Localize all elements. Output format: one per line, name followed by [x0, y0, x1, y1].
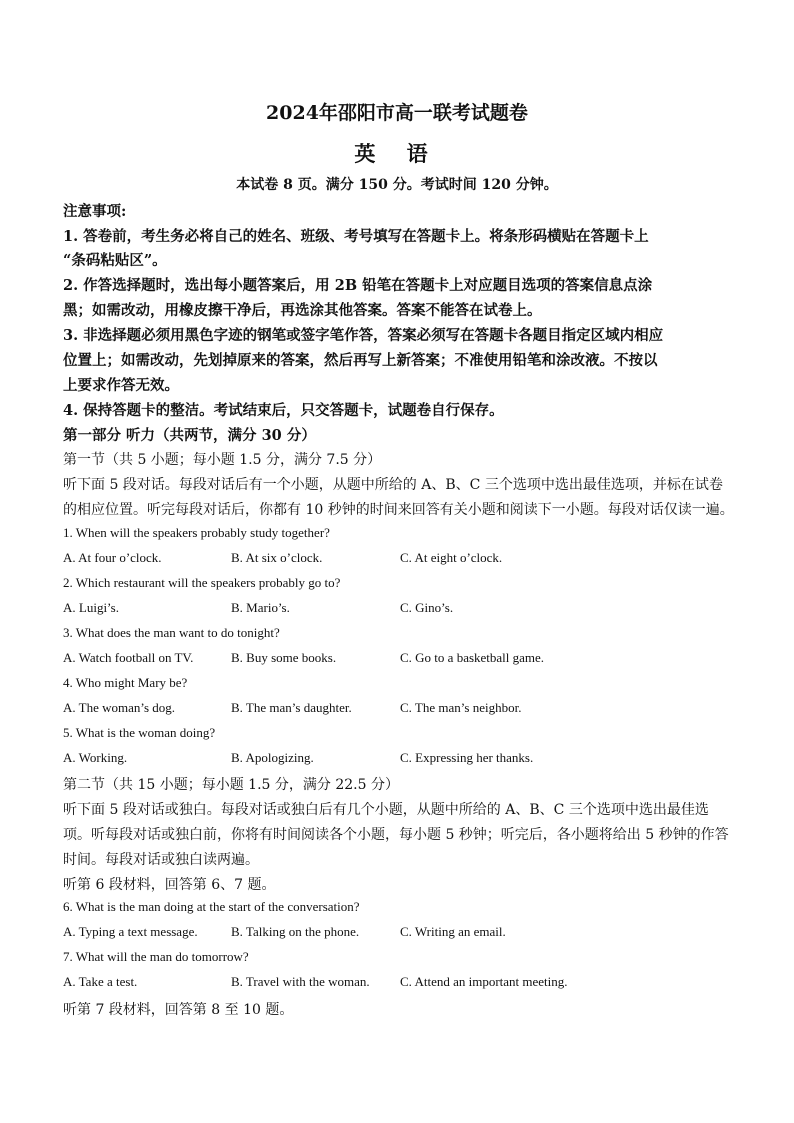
- option-7b: B. Travel with the woman.: [231, 974, 370, 989]
- option-7a: A. Take a test.: [63, 974, 138, 989]
- option-3b: B. Buy some books.: [231, 650, 337, 665]
- note-line: 2. 作答选择题时，选出每小题答案后，用 2B 铅笔在答题卡上对应题目选项的答案信息点涂: [63, 277, 653, 294]
- question-1: 1. When will the speakers probably study together?: [63, 525, 330, 540]
- option-4a: A. The woman’s dog.: [63, 700, 176, 715]
- option-2c: C. Gino’s.: [400, 600, 454, 615]
- note-line: 位置上；如需改动，先划掉原来的答案，然后再写上新答案；不准使用铅笔和涂改液。不按以: [63, 352, 658, 369]
- option-1c: C. At eight o’clock.: [400, 550, 503, 565]
- option-7c: C. Attend an important meeting.: [400, 974, 568, 989]
- note-line: 4. 保持答题卡的整洁。考试结束后，只交答题卡，试题卷自行保存。: [63, 402, 504, 419]
- question-5: 5. What is the woman doing?: [63, 725, 216, 740]
- option-6a: A. Typing a text message.: [63, 924, 198, 939]
- question-7: 7. What will the man do tomorrow?: [63, 949, 249, 964]
- part1-heading: 第一部分 听力（共两节，满分 30 分）: [63, 427, 316, 444]
- option-3a: A. Watch football on TV.: [63, 650, 194, 665]
- group-7-heading: 听第 7 段材料，回答第 8 至 10 题。: [63, 1002, 294, 1018]
- exam-title: 2024年邵阳市高一联考试题卷: [266, 102, 528, 124]
- option-1a: A. At four o’clock.: [63, 550, 162, 565]
- option-5c: C. Expressing her thanks.: [400, 750, 534, 765]
- option-5a: A. Working.: [63, 750, 128, 765]
- option-3c: C. Go to a basketball game.: [400, 650, 545, 665]
- section2-instruction: 时间。每段对话或独白读两遍。: [63, 852, 259, 868]
- section2-heading: 第二节（共 15 小题；每小题 1.5 分，满分 22.5 分）: [63, 777, 399, 793]
- group-6-heading: 听第 6 段材料，回答第 6、7 题。: [63, 877, 276, 893]
- question-6: 6. What is the man doing at the start of the conversation?: [63, 899, 360, 914]
- note-line: 3. 非选择题必须用黑色字迹的钢笔或签字笔作答，答案必须写在答题卡各题目指定区域内相应: [63, 327, 664, 344]
- option-2a: A. Luigi’s.: [63, 600, 119, 615]
- section1-instruction: 的相应位置。听完每段对话后，你都有 10 秒钟的时间来回答有关小题和阅读下一小题。每段对话仅读一遍。: [63, 502, 734, 518]
- subject-title: 英 语: [354, 141, 440, 166]
- exam-info: 本试卷 8 页。满分 150 分。考试时间 120 分钟。: [236, 177, 558, 193]
- note-line: 1. 答卷前，考生务必将自己的姓名、班级、考号填写在答题卡上。将条形码横贴在答题卡上: [63, 228, 649, 245]
- note-line: “条码粘贴区”。: [63, 252, 167, 269]
- option-4b: B. The man’s daughter.: [231, 700, 352, 715]
- option-4c: C. The man’s neighbor.: [400, 700, 522, 715]
- question-3: 3. What does the man want to do tonight?: [63, 625, 280, 640]
- note-line: 上要求作答无效。: [63, 377, 179, 394]
- section2-instruction: 项。听每段对话或独白前，你将有时间阅读各个小题，每小题 5 秒钟；听完后，各小题将给出 5 秒钟的作答: [63, 827, 729, 843]
- option-1b: B. At six o’clock.: [231, 550, 323, 565]
- option-6b: B. Talking on the phone.: [231, 924, 360, 939]
- option-6c: C. Writing an email.: [400, 924, 506, 939]
- option-5b: B. Apologizing.: [231, 750, 314, 765]
- section2-instruction: 听下面 5 段对话或独白。每段对话或独白后有几个小题，从题中所给的 A、B、C 三个选项中选出最佳选: [63, 802, 709, 818]
- option-2b: B. Mario’s.: [231, 600, 290, 615]
- notes-heading: 注意事项:: [63, 203, 127, 220]
- note-line: 黑；如需改动，用橡皮擦干净后，再选涂其他答案。答案不能答在试卷上。: [63, 302, 542, 319]
- section1-heading: 第一节（共 5 小题；每小题 1.5 分，满分 7.5 分）: [63, 452, 382, 468]
- question-2: 2. Which restaurant will the speakers probably go to?: [63, 575, 341, 590]
- section1-instruction: 听下面 5 段对话。每段对话后有一个小题，从题中所给的 A、B、C 三个选项中选出最佳选项，并标在试卷: [63, 477, 723, 493]
- question-4: 4. Who might Mary be?: [63, 675, 188, 690]
